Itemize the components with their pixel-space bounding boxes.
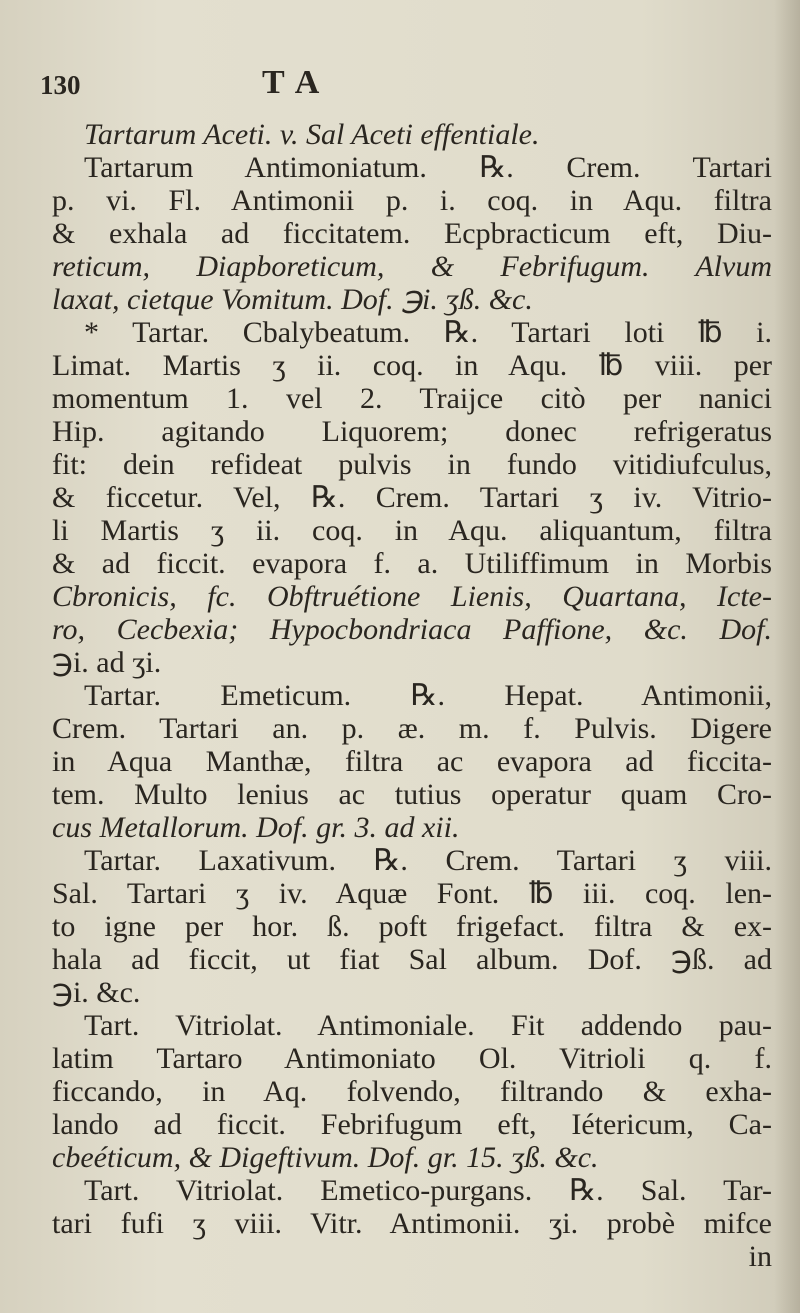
text-line: ro, Cecbexia; Hypocbondriaca Paffione, &c. Dof. (52, 613, 772, 646)
text-line: laxat, cietque Vomitum. Dof. ℈i. ʒß. &c. (52, 283, 533, 316)
running-head: T A (262, 64, 322, 101)
text-line: * Tartar. Cbalybeatum. ℞. Tartari loti ℔ i. (84, 316, 772, 349)
text-line: to igne per hor. ß. poft frigefact. filtra & ex- (52, 910, 772, 943)
text-line: Crem. Tartari an. p. æ. m. f. Pulvis. Digere (52, 712, 772, 745)
page-number: 130 (40, 70, 81, 100)
text-line: in Aqua Manthæ, filtra ac evapora ad ficcita- (52, 745, 772, 778)
text-line: Tartarum Antimoniatum. ℞. Crem. Tartari (84, 151, 772, 184)
text-line: Tart. Vitriolat. Antimoniale. Fit addendo pau- (84, 1009, 772, 1042)
text-line: Tartar. Laxativum. ℞. Crem. Tartari ʒ viii. (84, 844, 772, 877)
text-line: cbeéticum, & Digeftivum. Dof. gr. 15. ʒß. &c. (52, 1141, 599, 1174)
text-line: & ad ficcit. evapora f. a. Utiliffimum in Morbis (52, 547, 772, 580)
text-line: p. vi. Fl. Antimonii p. i. coq. in Aqu. filtra (52, 184, 772, 217)
text-line: tem. Multo lenius ac tutius operatur quam Cro- (52, 778, 772, 811)
body-text (52, 118, 772, 1273)
text-line: Sal. Tartari ʒ iv. Aquæ Font. ℔ iii. coq. len- (52, 877, 772, 910)
text-line: fit: dein refideat pulvis in fundo vitidiufculus, (52, 448, 772, 481)
text-line: Cbronicis, fc. Obftruétione Lienis, Quartana, Icte- (52, 580, 772, 613)
text-line: lando ad ficcit. Febrifugum eft, Iétericum, Ca- (52, 1108, 772, 1141)
text-line: li Martis ʒ ii. coq. in Aqu. aliquantum, filtra (52, 514, 772, 547)
text-line: & ficcetur. Vel, ℞. Crem. Tartari ʒ iv. Vitrio- (52, 481, 772, 514)
text-line: ℈i. ad ʒi. (52, 646, 162, 679)
text-line: ℈i. &c. (52, 976, 141, 1009)
text-line: ficcando, in Aq. folvendo, filtrando & exha- (52, 1075, 772, 1108)
text-line: Tart. Vitriolat. Emetico-purgans. ℞. Sal. Tar- (84, 1174, 772, 1207)
page-header (0, 54, 800, 101)
text-line: cus Metallorum. Dof. gr. 3. ad xii. (52, 811, 460, 844)
catchword: in (748, 1240, 772, 1273)
text-line: tari fufi ʒ viii. Vitr. Antimonii. ʒi. probè mifce (52, 1207, 772, 1240)
text-line: & exhala ad ficcitatem. Ecpbracticum eft, Diu- (52, 217, 772, 250)
text-line: Limat. Martis ʒ ii. coq. in Aqu. ℔ viii. per (52, 349, 772, 382)
text-line: momentum 1. vel 2. Traijce citò per nanici (52, 382, 772, 415)
text-line: latim Tartaro Antimoniato Ol. Vitrioli q. f. (52, 1042, 772, 1075)
page-gutter-shadow (774, 0, 800, 1313)
text-line: Tartarum Aceti. v. Sal Aceti effentiale. (84, 118, 540, 151)
text-line: Tartar. Emeticum. ℞. Hepat. Antimonii, (84, 679, 772, 712)
text-line: reticum, Diapboreticum, & Febrifugum. Alvum (52, 250, 772, 283)
text-line: hala ad ficcit, ut fiat Sal album. Dof. ℈ß. ad (52, 943, 772, 976)
text-line: Hip. agitando Liquorem; donec refrigeratus (52, 415, 772, 448)
